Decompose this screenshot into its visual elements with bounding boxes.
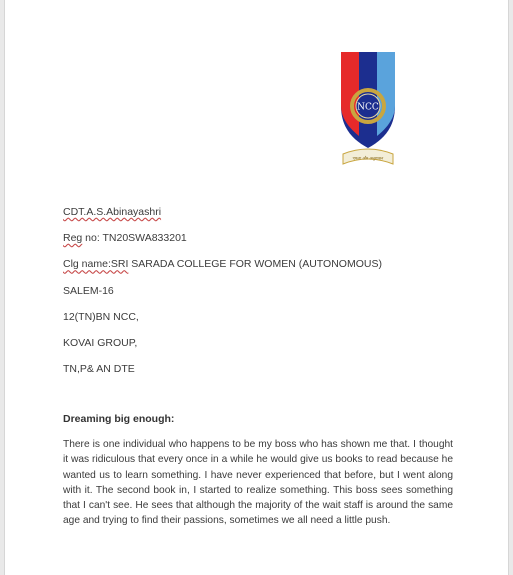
directorate: TN,P& AN DTE — [63, 363, 135, 376]
ncc-emblem-text: NCC — [357, 102, 379, 113]
essay-body: There is one individual who happens to be my boss who has shown me that. I thought it was ridiculous that every once in a while he would give us books to read because he wanted us to learn something. I have never experienced that before, but I went along with it. The second book in, I started to realize something. This boss sees something that I can't see. He sees that although the majority of the wait staff is around the same age and trying to find their passions, sometimes we all need a little push. — [63, 439, 453, 527]
college-name: Clg name:SRI SARADA COLLEGE FOR WOMEN (AUTONOMOUS) — [63, 258, 382, 271]
motto-text: एकता और अनुशासन — [352, 155, 384, 161]
essay-heading: Dreaming big enough: — [63, 413, 175, 425]
document-page — [4, 0, 509, 575]
city: SALEM-16 — [63, 284, 114, 297]
group: KOVAI GROUP, — [63, 336, 138, 349]
cadet-details — [63, 206, 463, 389]
ncc-logo — [337, 48, 399, 176]
registration-number: Reg no: TN20SWA833201 — [63, 232, 187, 245]
battalion: 12(TN)BN NCC, — [63, 310, 139, 323]
cadet-name: CDT.A.S.Abinayashri — [63, 206, 162, 218]
